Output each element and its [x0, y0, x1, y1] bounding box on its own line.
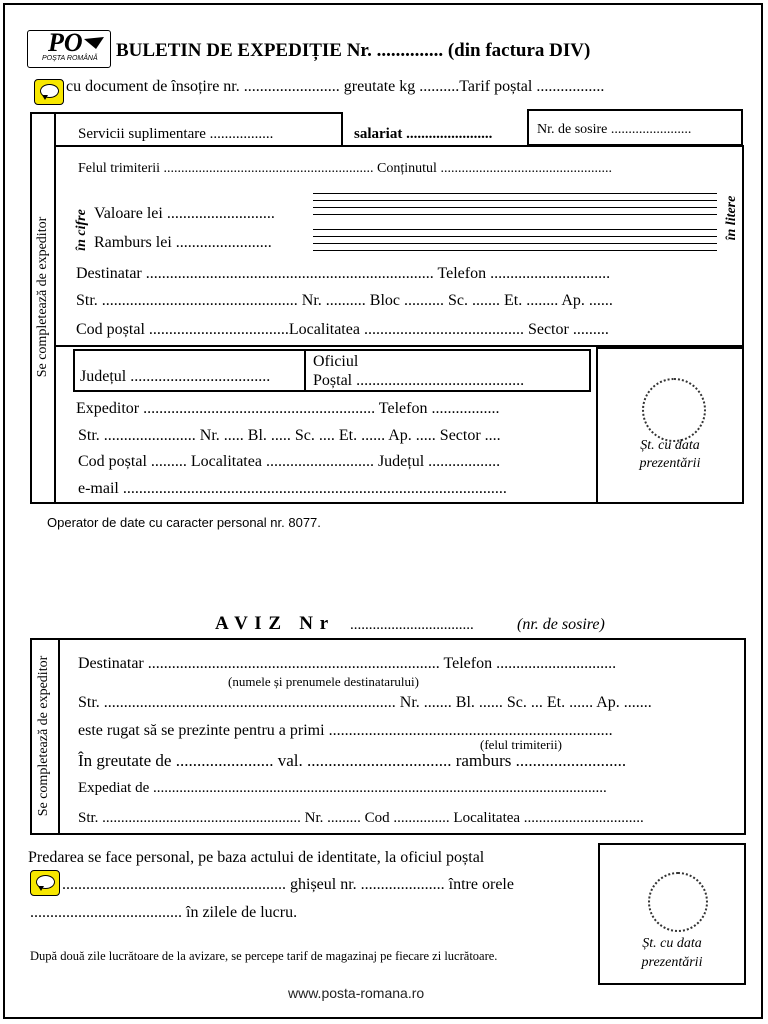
in-cifre-label: în cifre [74, 209, 89, 251]
aviz-recipient-field: Destinatar ......................................................................... Telefon .............................. [78, 655, 617, 672]
delivery-instructions-2: ........................................................ ghișeul nr. ..................... între orele [62, 876, 514, 893]
stamp-label-top-2: prezentării [639, 456, 701, 471]
stamp-circle-bottom [648, 872, 708, 932]
aviz-recipient-note: (numele și prenumele destinatarului) [228, 674, 419, 689]
felul-trimiterii-field: Felul trimiterii ............................................................ Conținutul ................................................. [78, 161, 612, 176]
salariat-field: salariat ....................... [354, 126, 493, 142]
aviz-type-note: (felul trimiterii) [480, 737, 562, 752]
delivery-instructions-1: Predarea se face personal, pe baza actului de identitate, la oficiul poștal [28, 849, 485, 866]
aviz-street-field: Str. ......................................................................... Nr. ....... Bl. ...... Sc. ... Et. ...... Ap. ....... [78, 694, 652, 711]
aviz-street2-field: Str. ..................................................... Nr. ......... Cod ............... Localitatea ................................ [78, 810, 644, 826]
operator-note: Operator de date cu caracter personal nr. 8077. [47, 515, 321, 530]
logo-subtext: POȘTA ROMÂNĂ [42, 55, 98, 62]
in-litere-label: în litere [724, 195, 739, 241]
postal-code-field: Cod poștal ...................................Localitatea ........................................ Sector ......... [76, 321, 609, 338]
logo-text: PO [48, 28, 83, 57]
services-field: Servicii suplimentare ................. [78, 126, 274, 142]
sender-field: Expeditor .......................................................... Telefon ................. [76, 400, 500, 417]
sender-street-field: Str. ....................... Nr. ..... Bl. ..... Sc. .... Et. ...... Ap. ..... Sector .... [78, 427, 501, 444]
delivery-instructions-3: ...................................... în zilele de lucru. [30, 904, 298, 921]
speech-bubble-icon [34, 79, 64, 105]
side-label-top: Se completează de expeditor [35, 216, 50, 378]
county-field: Județul ................................... [80, 368, 271, 385]
sender-postal-field: Cod poștal ......... Localitatea ........................... Județul .................. [78, 453, 501, 470]
aviz-invited-field: este rugat să se prezinte pentru a primi ....................................................................... [78, 722, 613, 739]
valoare-field: Valoare lei ........................... [94, 205, 275, 222]
aviz-number-note: (nr. de sosire) [517, 616, 605, 633]
arrival-number-field: Nr. de sosire ....................... [537, 122, 692, 137]
post-office-field: Poștal .......................................... [313, 372, 525, 389]
posta-romana-logo [27, 30, 111, 68]
stamp-label-bottom-2: prezentării [641, 955, 703, 970]
form-title: BULETIN DE EXPEDIȚIE Nr. .............. (din factura DIV) [116, 40, 591, 61]
post-office-label: Oficiul [313, 353, 359, 370]
stamp-circle-top [642, 378, 706, 442]
street-field: Str. ................................................. Nr. .......... Bloc .......... Sc. ....... Et. ........ Ap. ...... [76, 292, 613, 309]
document-line: cu document de însoțire nr. ........................ greutate kg ..........Tarif poștal ................. [66, 78, 605, 95]
storage-fee-note: După două zile lucrătoare de la avizare, se percepe tarif de magazinaj pe fiecare zi lucrătoare. [30, 949, 498, 963]
aviz-side-label: Se completează de expeditor [36, 655, 51, 817]
amount-in-words-lines [313, 193, 717, 251]
ramburs-field: Ramburs lei ........................ [94, 234, 272, 251]
aviz-weight-field: În greutate de ....................... val. .................................. ramburs .......................... [78, 751, 627, 770]
stamp-label-top-1: Șt. cu data [640, 438, 700, 453]
sender-email-field: e-mail ................................................................................................ [78, 480, 507, 497]
aviz-title: A V I Z N r [215, 613, 330, 634]
logo-horn-icon [82, 35, 106, 51]
destinatar-field: Destinatar ........................................................................ Telefon .............................. [76, 265, 611, 282]
website-link[interactable]: www.posta-romana.ro [288, 985, 425, 1001]
aviz-number-dots: ................................. [350, 617, 474, 633]
stamp-label-bottom-1: Șt. cu data [642, 936, 702, 951]
speech-bubble-icon-2 [30, 870, 60, 896]
aviz-sent-by-field: Expediat de ......................................................................................................................... [78, 780, 607, 796]
